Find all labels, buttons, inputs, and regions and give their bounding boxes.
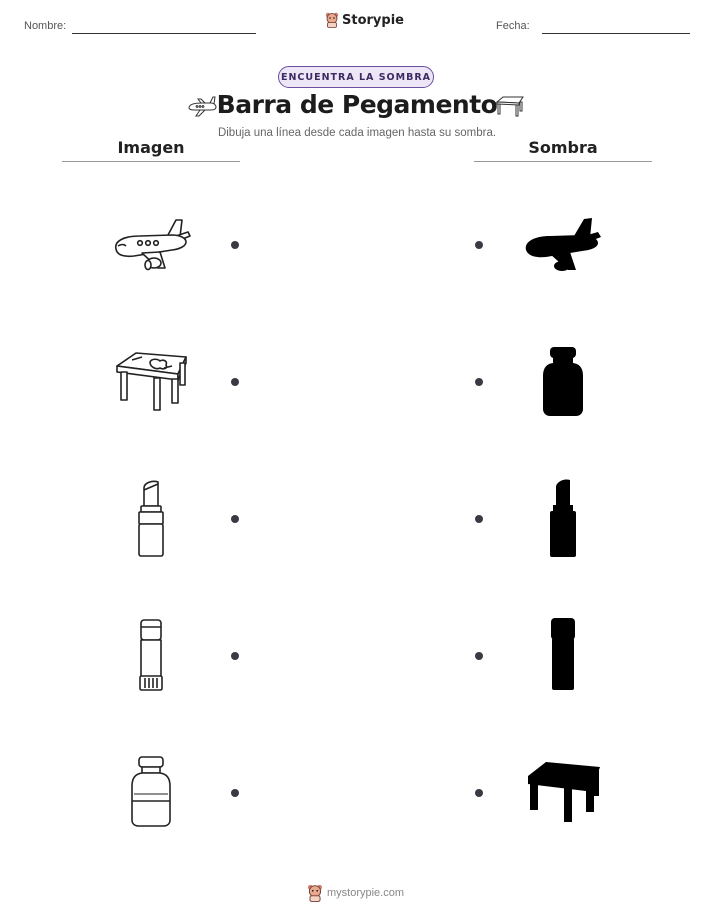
table-icon — [112, 348, 190, 416]
bear-icon — [307, 884, 323, 902]
footer — [307, 884, 404, 902]
table-shadow-icon — [524, 758, 604, 824]
connector-dot-left-1[interactable] — [231, 241, 239, 249]
brand-logo — [325, 12, 404, 28]
lipstick-shadow-icon — [545, 477, 581, 561]
worksheet-title: Barra de Pegamento — [216, 90, 498, 119]
connector-dot-left-5[interactable] — [231, 789, 239, 797]
footer-url[interactable]: mystorypie.com — [327, 887, 405, 899]
name-label: Nombre: — [24, 20, 67, 32]
connector-dot-right-1[interactable] — [475, 241, 483, 249]
glue-stick-shadow-icon — [545, 616, 581, 696]
connector-dot-right-5[interactable] — [475, 789, 483, 797]
table-deco-icon — [495, 94, 525, 118]
connector-dot-left-4[interactable] — [231, 652, 239, 660]
lipstick-icon — [132, 478, 170, 560]
date-label: Fecha: — [496, 20, 530, 32]
column-header-image: Imagen — [117, 138, 185, 157]
column-underline-left — [62, 161, 240, 162]
instructions: Dibuja una línea desde cada imagen hasta su sombra. — [217, 127, 497, 139]
airplane-shadow-icon — [522, 214, 604, 276]
column-underline-right — [474, 161, 652, 162]
connector-dot-left-3[interactable] — [231, 515, 239, 523]
activity-badge: ENCUENTRA LA SOMBRA — [278, 66, 434, 88]
bottle-icon — [128, 754, 174, 830]
airplane-icon — [110, 215, 194, 275]
date-line[interactable] — [542, 33, 690, 34]
connector-dot-left-2[interactable] — [231, 378, 239, 386]
bottle-shadow-icon — [539, 345, 587, 419]
glue-stick-icon — [133, 616, 169, 696]
bear-icon — [325, 12, 339, 28]
connector-dot-right-4[interactable] — [475, 652, 483, 660]
brand-name: Storypie — [342, 12, 404, 28]
connector-dot-right-3[interactable] — [475, 515, 483, 523]
column-header-shadow: Sombra — [528, 138, 598, 157]
connector-dot-right-2[interactable] — [475, 378, 483, 386]
name-line[interactable] — [72, 33, 256, 34]
